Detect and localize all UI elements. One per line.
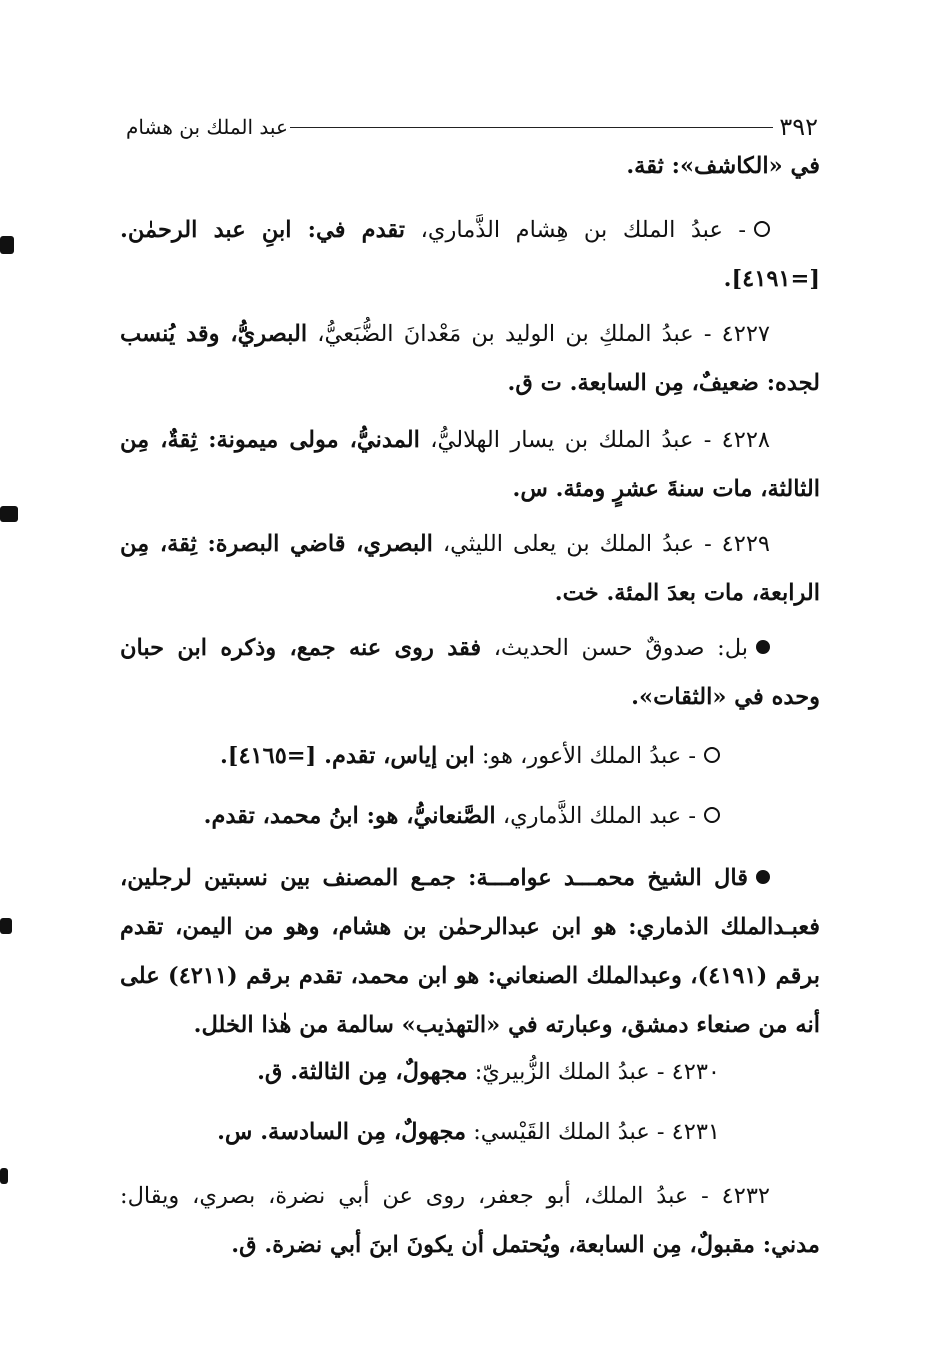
entry-kashif-note xyxy=(120,142,820,191)
entry-4231 xyxy=(120,1108,820,1157)
page-number: ٣٩٢ xyxy=(779,113,818,141)
dot-marker-icon xyxy=(756,640,770,654)
entry-bold: المدنيُّ، مولى ميمونة: ثِقةٌ، مِن الثالثة، مات سنةَ عشرٍ ومئة. س. xyxy=(120,427,820,502)
scan-edge-mark xyxy=(0,506,18,522)
entry-bold: البصريُّ، وقد يُنسب لجده: ضعيفٌ، مِن السابعة. ت ق. xyxy=(120,321,820,396)
entry-4232 xyxy=(120,1172,820,1270)
entry-bold: الصَّنعانيُّ، هو: ابنُ محمد، تقدم. xyxy=(203,803,496,829)
scan-edge-mark xyxy=(0,1168,8,1184)
entry-4227 xyxy=(120,310,820,408)
page-header xyxy=(126,110,818,144)
running-title: عبد الملك بن هشام xyxy=(126,115,288,139)
scan-edge-mark xyxy=(0,918,12,934)
entry-comment-awama xyxy=(120,854,820,1050)
dot-marker-icon xyxy=(756,870,770,884)
entry-cross-ref-awar xyxy=(120,732,820,781)
entry-cross-ref-dhamari xyxy=(120,206,820,304)
entry-lead: - عبدُ الملك بن هِشام الذَّماري، xyxy=(420,217,747,243)
entry-lead: ٤٢٣٠ - عبدُ الملك الزُّبيريّ: xyxy=(474,1059,720,1085)
entry-bold: فقد روى عنه جمع، وذكره ابن حبان وحده في «الثقات». xyxy=(120,635,820,710)
scan-edge-mark xyxy=(0,236,14,254)
entry-bold: ابن إياس، تقدم. [=٤١٦٥]. xyxy=(219,743,475,769)
entry-lead: ٤٢٢٩ - عبدُ الملك بن يعلى الليثي، xyxy=(442,531,770,557)
entry-bold: مجهولٌ، مِن الثالثة. ق. xyxy=(257,1059,468,1085)
entry-bold: تقدم في: ابنِ عبد الرحمٰن. [=٤١٩١]. xyxy=(120,217,820,292)
entry-4228 xyxy=(120,416,820,514)
entry-lead: ٤٢٣١ - عبدُ الملك القَيْسي: xyxy=(473,1119,720,1145)
entry-lead: ٤٢٢٧ - عبدُ الملكِ بن الوليد بن مَعْدانَ الضُّبَعيُّ، xyxy=(317,321,771,347)
circle-marker-icon xyxy=(704,807,720,823)
header-rule xyxy=(290,127,773,128)
entry-lead: - عبد الملك الذَّماري، xyxy=(502,803,696,829)
entry-lead: - عبدُ الملك الأعور، هو: xyxy=(481,743,696,769)
entry-4230 xyxy=(120,1048,820,1097)
entry-bold: مجهولٌ، مِن السادسة. س. xyxy=(217,1119,467,1145)
entry-bold: البصري، قاضي البصرة: ثِقة، مِن الرابعة، مات بعدَ المئة. خت. xyxy=(120,531,820,606)
entry-lead: بل: صدوقٌ حسن الحديث، xyxy=(493,635,748,661)
entry-comment-sadouq xyxy=(120,624,820,722)
entry-bold: في «الكاشف»: ثقة. xyxy=(626,153,820,179)
circle-marker-icon xyxy=(754,221,770,237)
entry-bold: قال الشيخ محمـــد عوامـــة: جمـع المصنف بين نسبتين لرجلين، فعبـدالملك الذماري: هو ابن عبدالرحمٰن بن هشام، وهو من اليمن، تقدم برقم (٤١٩١)، وعبدالملك الصنعاني: هو ابن محمد، تقدم برقم (٤٢١١) على أنه من صنعاء دمشق، وعبارته في «التهذيب» سالمة من هٰذا الخلل. xyxy=(120,865,821,1038)
circle-marker-icon xyxy=(704,747,720,763)
entry-cross-ref-sanaani xyxy=(120,792,820,841)
entry-lead: ٤٢٣٢ - عبدُ الملك، أبو جعفر، روى عن أبي نضرة، بصري، ويقال: xyxy=(120,1183,770,1209)
entry-4229 xyxy=(120,520,820,618)
entry-lead: ٤٢٢٨ - عبدُ الملك بن يسار الهلاليُّ، xyxy=(430,427,771,453)
entry-bold: مدني: مقبولٌ، مِن السابعة، ويُحتمل أن يكونَ ابنَ أبي نضرة. ق. xyxy=(231,1232,820,1258)
